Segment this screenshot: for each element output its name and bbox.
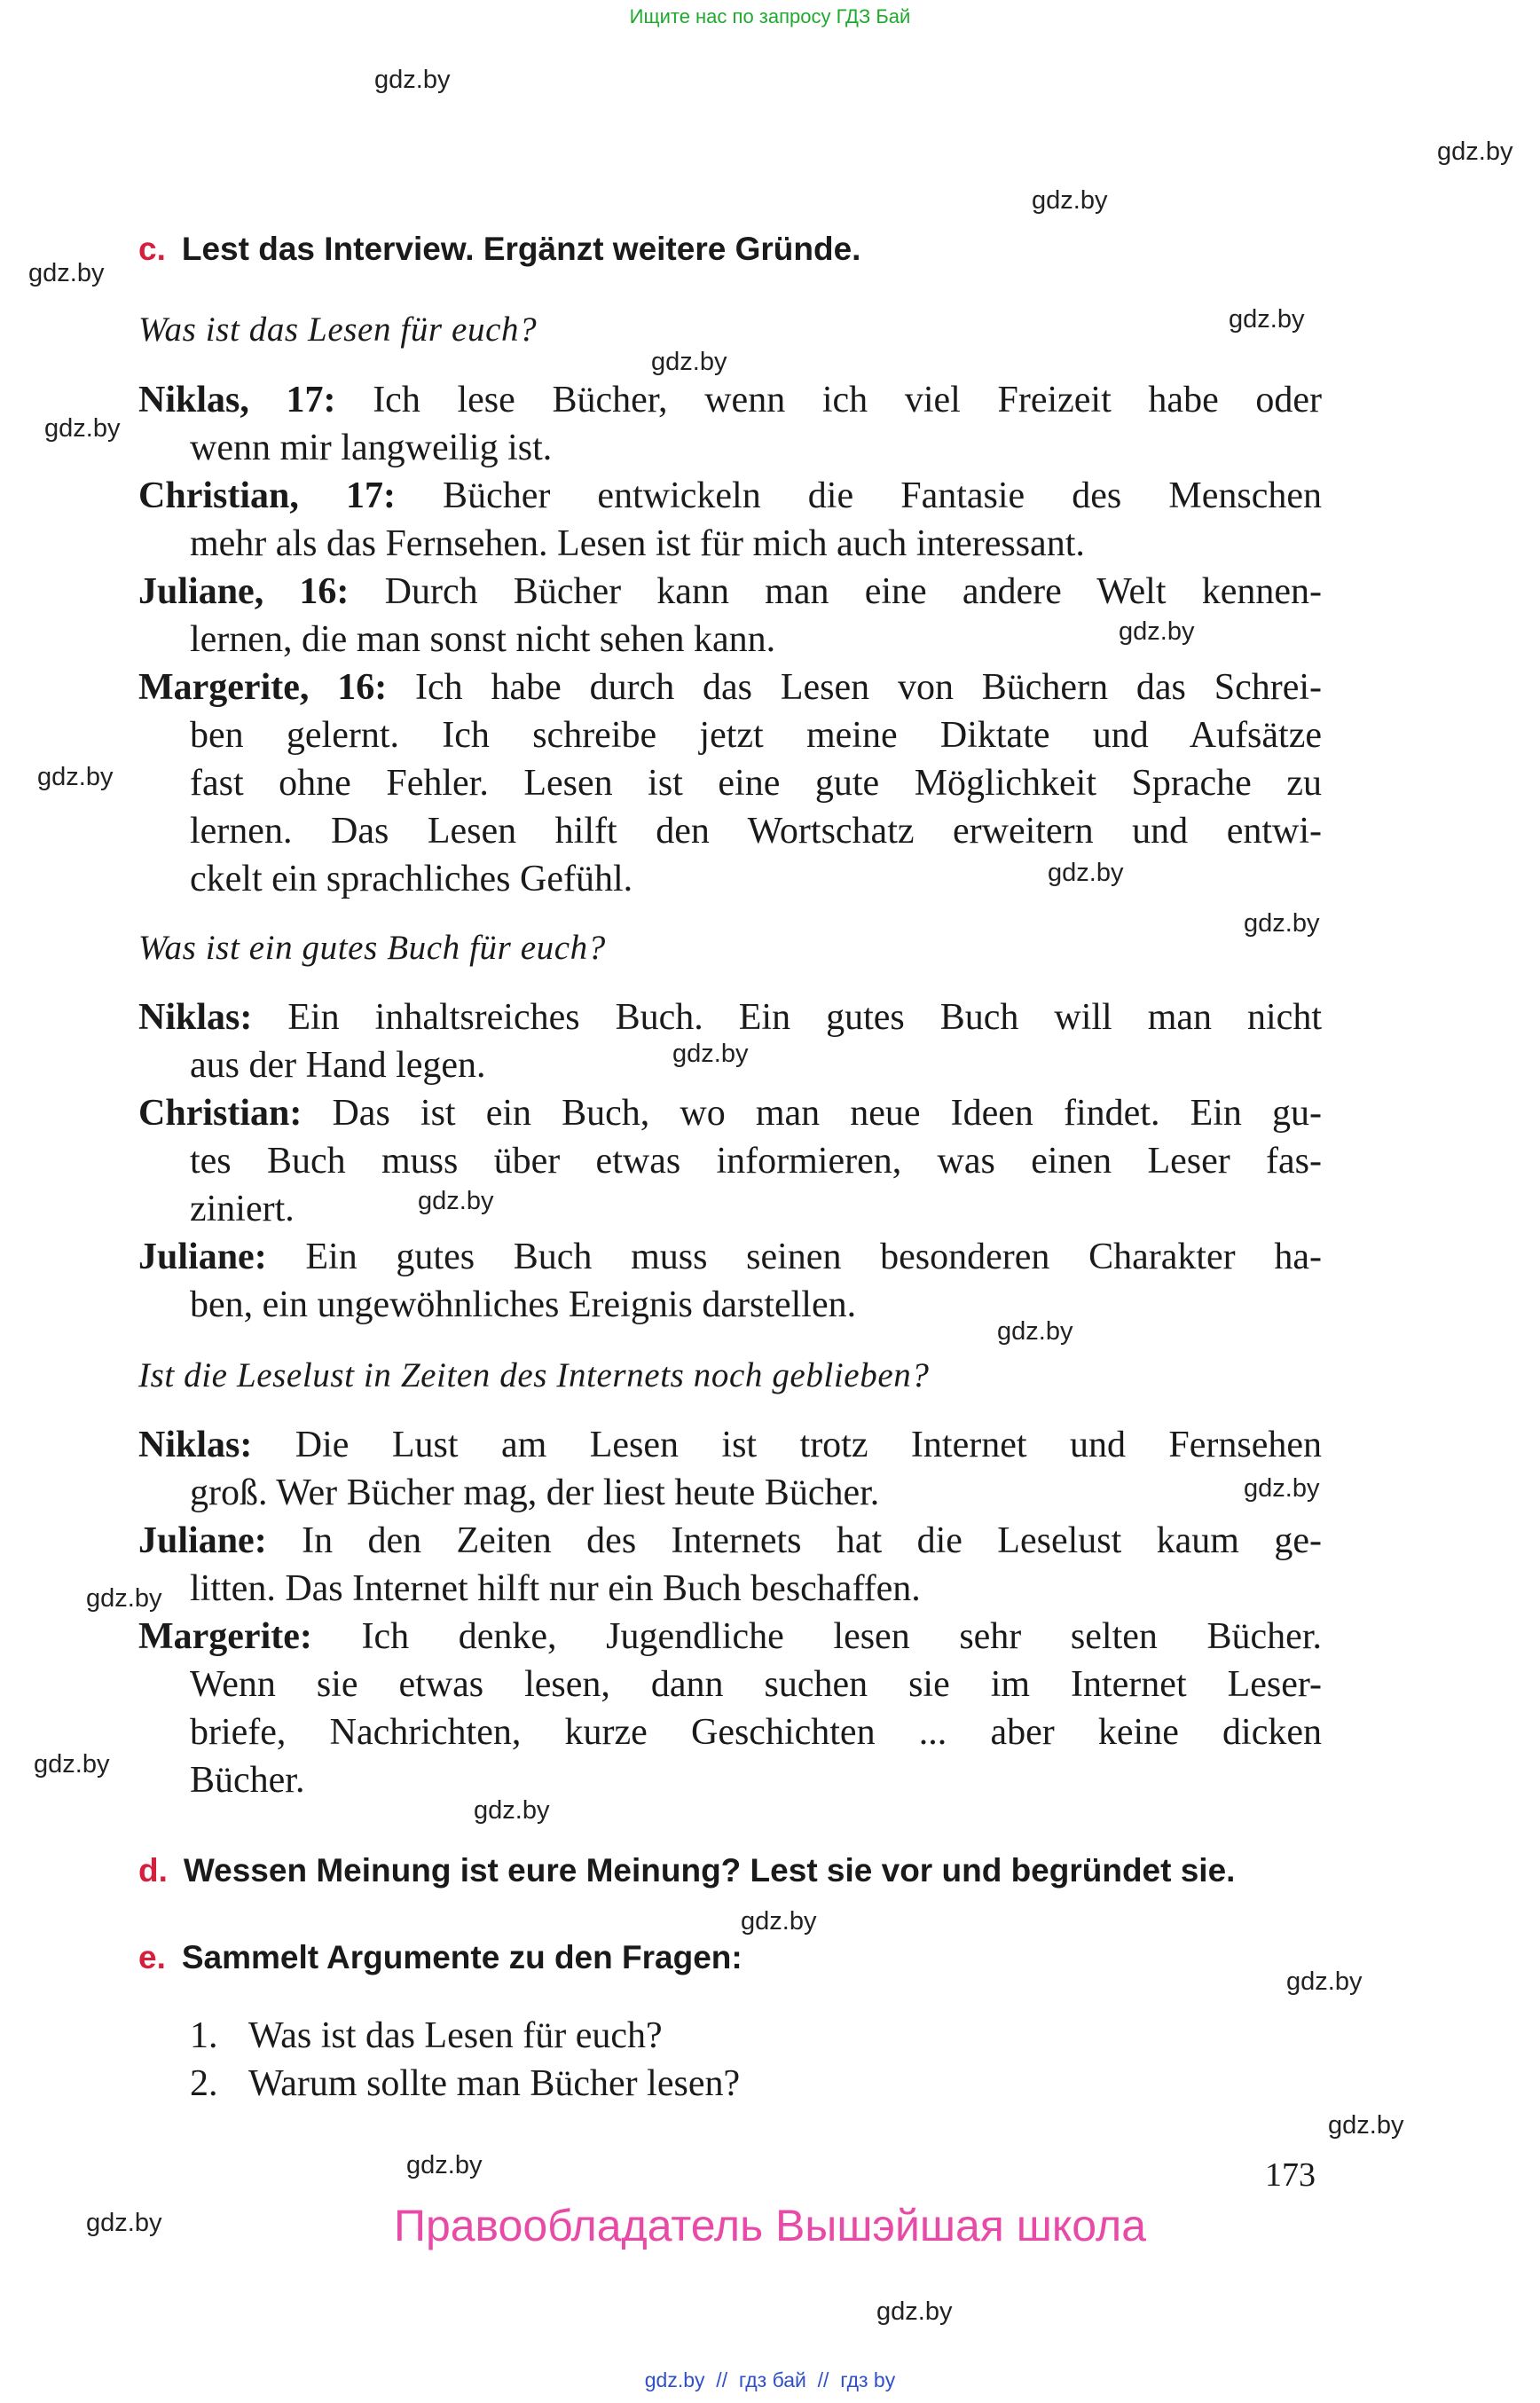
answer-christian — [138, 1089, 1322, 1233]
watermark: gdz.by — [374, 66, 451, 94]
answer-christian — [138, 472, 1322, 568]
answer-line — [138, 1613, 1322, 1661]
answer-text: Ich habe durch das Lesen von Büchern das Schrei- — [387, 667, 1322, 708]
task-text: Wessen Meinung ist eure Meinung? Lest sie vor und begründet sie. — [183, 1852, 1236, 1889]
answer-text: Ein inhaltsreiches Buch. Ein gutes Buch will man nicht — [252, 997, 1322, 1038]
list-text: Was ist das Lesen für euch? — [248, 2015, 663, 2056]
answer-line — [138, 472, 1322, 520]
watermark: gdz.by — [474, 1796, 550, 1825]
watermark: gdz.by — [86, 2209, 162, 2237]
list-item — [190, 2060, 740, 2108]
watermark: gdz.by — [672, 1040, 749, 1068]
list-item — [190, 2012, 740, 2060]
watermark: gdz.by — [418, 1187, 494, 1215]
answer-line: ckelt ein sprachliches Gefühl. — [190, 859, 633, 899]
list-text: Warum sollte man Bücher lesen? — [248, 2063, 741, 2104]
answer-line — [138, 568, 1322, 616]
task-text: Sammelt Argumente zu den Fragen: — [181, 1939, 742, 1975]
list-number: 2. — [190, 2063, 218, 2104]
answer-line: mehr als das Fernsehen. Lesen ist für mich auch interessant. — [190, 523, 1085, 564]
answer-line: aus der Hand legen. — [190, 1045, 486, 1086]
watermark: gdz.by — [651, 348, 727, 376]
answer-line: lernen. Das Lesen hilft den Wortschatz erweitern und entwi- — [190, 811, 1322, 852]
answer-line — [138, 1233, 1322, 1281]
top-banner[interactable]: Ищите нас по запросу ГДЗ Бай — [629, 5, 911, 27]
page-number: 173 — [1265, 2156, 1316, 2194]
speaker: Juliane: — [138, 1520, 267, 1561]
answer-text: Ich lese Bücher, wenn ich viel Freizeit habe oder — [335, 380, 1322, 420]
answers-section-2 — [138, 993, 1322, 1329]
watermark: gdz.by — [1032, 186, 1108, 215]
answer-juliane — [138, 1517, 1322, 1613]
speaker: Margerite: — [138, 1616, 312, 1657]
watermark: gdz.by — [86, 1584, 162, 1613]
answer-line: wenn mir langweilig ist. — [190, 428, 553, 468]
task-c — [138, 231, 860, 268]
answer-line — [138, 664, 1322, 711]
watermark: gdz.by — [876, 2297, 953, 2326]
answer-line: lernen, die man sonst nicht sehen kann. — [190, 619, 776, 660]
argument-questions-list — [190, 2012, 740, 2108]
list-number: 1. — [190, 2015, 218, 2056]
speaker: Niklas: — [138, 997, 253, 1038]
answer-text: Bücher entwickeln die Fantasie des Menschen — [395, 475, 1322, 516]
answer-line: Bücher. — [190, 1760, 305, 1801]
answer-line — [138, 376, 1322, 424]
watermark: gdz.by — [406, 2151, 483, 2179]
speaker: Juliane, 16: — [138, 571, 350, 612]
answer-text: Ich denke, Jugendliche lesen sehr selten Bücher. — [311, 1616, 1322, 1657]
task-d — [138, 1852, 1235, 1889]
answer-line: groß. Wer Bücher mag, der liest heute Bücher. — [190, 1472, 880, 1513]
answer-text: In den Zeiten des Internets hat die Leselust kaum ge- — [266, 1520, 1322, 1561]
watermark: gdz.by — [1048, 859, 1124, 887]
answer-niklas — [138, 376, 1322, 472]
task-letter: c. — [138, 231, 166, 267]
task-text: Lest das Interview. Ergänzt weitere Gründe. — [181, 231, 861, 267]
speaker: Christian: — [138, 1093, 302, 1134]
answer-line — [138, 1089, 1322, 1137]
watermark: gdz.by — [1119, 617, 1195, 646]
watermark: gdz.by — [997, 1317, 1073, 1346]
watermark: gdz.by — [1244, 909, 1320, 938]
answer-line: tes Buch muss über etwas informieren, was einen Leser fas- — [190, 1141, 1322, 1182]
answer-line — [138, 1517, 1322, 1565]
watermark: gdz.by — [37, 763, 114, 791]
watermark: gdz.by — [1437, 137, 1513, 166]
answer-line: ben, ein ungewöhnliches Ereignis darstellen. — [190, 1284, 857, 1325]
answer-line — [138, 1421, 1322, 1469]
answer-juliane — [138, 568, 1322, 664]
answer-line: litten. Das Internet hilft nur ein Buch beschaffen. — [190, 1568, 921, 1609]
question-1: Was ist das Lesen für euch? — [138, 310, 538, 349]
answers-section-3 — [138, 1421, 1322, 1804]
answer-line: ben gelernt. Ich schreibe jetzt meine Diktate und Aufsätze — [190, 715, 1322, 756]
answer-juliane — [138, 1233, 1322, 1329]
speaker: Niklas: — [138, 1425, 253, 1465]
watermark: gdz.by — [1244, 1474, 1320, 1503]
task-letter: e. — [138, 1939, 166, 1975]
answer-niklas — [138, 993, 1322, 1089]
watermark: gdz.by — [1229, 305, 1305, 334]
answer-text: Ein gutes Buch muss seinen besonderen Charakter ha- — [266, 1237, 1322, 1277]
answer-niklas — [138, 1421, 1322, 1517]
answer-text: Die Lust am Lesen ist trotz Internet und Fernsehen — [252, 1425, 1322, 1465]
watermark: gdz.by — [28, 259, 105, 287]
answer-line — [138, 993, 1322, 1041]
speaker: Christian, 17: — [138, 475, 396, 516]
answers-section-1 — [138, 376, 1322, 903]
task-letter: d. — [138, 1852, 168, 1889]
speaker: Niklas, 17: — [138, 380, 336, 420]
watermark: gdz.by — [741, 1907, 817, 1936]
footer-links[interactable]: gdz.by // гдз бай // гдз by — [644, 2368, 896, 2391]
question-3: Ist die Leselust in Zeiten des Internets noch geblieben? — [138, 1356, 930, 1394]
answer-text: Durch Bücher kann man eine andere Welt kennen- — [349, 571, 1322, 612]
answer-line: fast ohne Fehler. Lesen ist eine gute Möglichkeit Sprache zu — [190, 763, 1322, 804]
answer-margerite — [138, 664, 1322, 903]
watermark: gdz.by — [44, 414, 121, 443]
task-e — [138, 1939, 742, 1976]
rights-holder: Правообладатель Вышэйшая школа — [394, 2201, 1146, 2250]
answer-line: ziniert. — [190, 1189, 295, 1229]
answer-text: Das ist ein Buch, wo man neue Ideen findet. Ein gu- — [302, 1093, 1322, 1134]
watermark: gdz.by — [1328, 2111, 1404, 2140]
answer-line: briefe, Nachrichten, kurze Geschichten ... aber keine dicken — [190, 1712, 1322, 1753]
question-2: Was ist ein gutes Buch für euch? — [138, 929, 606, 967]
speaker: Margerite, 16: — [138, 667, 388, 708]
answer-margerite — [138, 1613, 1322, 1804]
answer-line: Wenn sie etwas lesen, dann suchen sie im Internet Leser- — [190, 1664, 1322, 1705]
watermark: gdz.by — [34, 1750, 110, 1779]
speaker: Juliane: — [138, 1237, 267, 1277]
watermark: gdz.by — [1286, 1967, 1363, 1996]
